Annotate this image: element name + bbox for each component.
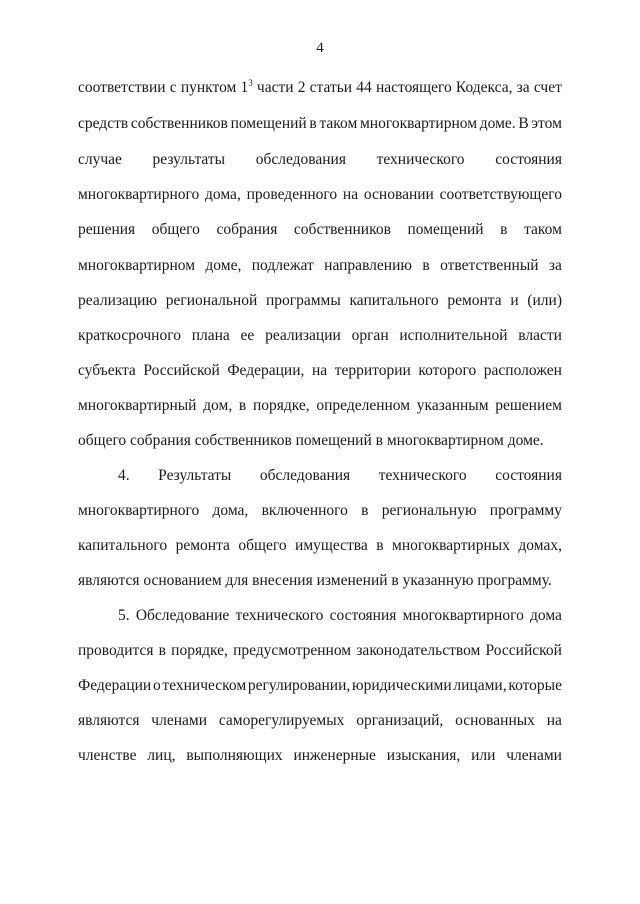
word: саморегулируемых	[218, 712, 345, 729]
word: 2	[297, 79, 306, 96]
word: многоквартирного	[402, 607, 524, 624]
word: в	[238, 397, 247, 414]
word: и	[510, 292, 519, 309]
word: случае	[78, 151, 122, 168]
word: на	[342, 186, 359, 203]
word: статьи	[309, 79, 353, 96]
word: состояния	[495, 467, 562, 484]
word: дом,	[203, 397, 233, 414]
word: с	[169, 79, 177, 96]
word: членстве	[78, 747, 137, 764]
word: таком	[319, 115, 358, 132]
word: членами	[151, 712, 207, 729]
page-number: 4	[316, 40, 324, 56]
word: лицами,	[453, 677, 507, 694]
word: исполнительной	[399, 327, 508, 344]
word: Федерации	[78, 677, 152, 694]
word: законодательством	[356, 642, 481, 659]
word: субъекта	[78, 362, 136, 379]
word: общего	[238, 537, 287, 554]
word: пунктом	[180, 79, 237, 96]
word: части	[256, 79, 294, 96]
word: проводится	[78, 642, 154, 659]
word: этом	[531, 115, 562, 132]
paragraph-number: 5.	[118, 607, 130, 624]
text-line-13	[78, 501, 562, 521]
word: организаций,	[356, 712, 444, 729]
word: Кодекса,	[455, 79, 513, 96]
word: обследования	[255, 151, 346, 168]
word: многоквартирного	[78, 502, 200, 519]
word: проведенного	[246, 186, 338, 203]
word: обследования	[259, 467, 351, 484]
word: в	[361, 502, 369, 519]
word: или	[471, 747, 496, 764]
word: основании	[363, 186, 434, 203]
word: результаты	[152, 151, 226, 168]
word: на	[546, 712, 562, 729]
text-line-19	[78, 711, 562, 731]
word: Российской	[143, 362, 220, 379]
word: счет	[533, 79, 562, 96]
word: ответственный	[440, 257, 539, 274]
line-text: общего собрания собственников помещений в многоквартирном доме.	[78, 432, 544, 449]
word: соответствии	[78, 79, 166, 96]
paragraph-number: 4.	[118, 467, 130, 484]
word: дома	[530, 607, 562, 624]
word: имущества	[295, 537, 368, 554]
word: за	[516, 79, 530, 96]
superscript: 3	[248, 78, 253, 88]
word: настоящего	[375, 79, 452, 96]
word: многоквартирный	[78, 397, 197, 414]
word: помещений	[230, 115, 307, 132]
word: 44	[356, 79, 372, 96]
text-line-7	[78, 291, 562, 311]
word: указанным	[416, 397, 489, 414]
word: программы	[265, 292, 341, 309]
word: предусмотренном	[233, 642, 352, 659]
text-line-11	[78, 431, 562, 451]
word: на	[311, 362, 328, 379]
word: порядке,	[171, 642, 228, 659]
word: решения	[78, 221, 136, 238]
word: в	[422, 257, 430, 274]
word: дома,	[212, 502, 249, 519]
text-line-3	[78, 150, 562, 170]
word: региональной	[165, 292, 258, 309]
word: власти	[518, 327, 562, 344]
word: краткосрочного	[78, 327, 181, 344]
word: членами	[506, 747, 562, 764]
word: программу	[489, 502, 562, 519]
word: капитального	[349, 292, 439, 309]
word: которые	[508, 677, 562, 694]
word: помещений	[407, 221, 484, 238]
word: Российской	[485, 642, 562, 659]
word: ремонта	[175, 537, 230, 554]
word: территории	[334, 362, 411, 379]
word: 1	[240, 79, 249, 96]
word: инженерные	[293, 747, 376, 764]
word: соответствующего	[439, 186, 562, 203]
word: региональную	[381, 502, 477, 519]
word: состояния	[495, 151, 562, 168]
word: решением	[495, 397, 562, 414]
word: Федерации,	[227, 362, 305, 379]
word: многоквартирном	[360, 115, 478, 132]
word: в	[376, 537, 384, 554]
word: орган	[351, 327, 389, 344]
word: реализации	[265, 327, 341, 344]
text-line-5	[78, 220, 562, 240]
word: многоквартирного	[78, 186, 200, 203]
word: дома,	[205, 186, 241, 203]
word: общего	[151, 221, 200, 238]
word: плана	[191, 327, 230, 344]
text-line-20	[78, 746, 562, 766]
word: юридическими	[351, 677, 452, 694]
word: Результаты	[158, 467, 232, 484]
line-text: являются основанием для внесения изменений в указанную программу.	[78, 572, 552, 589]
text-line-6	[78, 256, 562, 276]
word: направлению	[324, 257, 412, 274]
word: которого	[418, 362, 477, 379]
word: технического	[235, 607, 324, 624]
word: доме,	[205, 257, 242, 274]
word: ее	[240, 327, 255, 344]
word: в	[500, 221, 508, 238]
word: многоквартирном	[78, 257, 196, 274]
word: собственников	[130, 115, 228, 132]
text-line-15	[78, 571, 562, 591]
word: изыскания,	[386, 747, 461, 764]
text-line-18	[78, 676, 562, 696]
word: В	[518, 115, 529, 132]
word: доме.	[479, 115, 516, 132]
text-line-1	[78, 78, 562, 98]
word: собственников	[293, 221, 391, 238]
word: (или)	[527, 292, 562, 309]
text-line-14	[78, 536, 562, 556]
word: капитального	[78, 537, 168, 554]
word: лиц,	[147, 747, 176, 764]
word: в	[158, 642, 166, 659]
word: многоквартирных	[392, 537, 510, 554]
word: реализацию	[78, 292, 158, 309]
text-line-16	[118, 606, 562, 626]
text-line-2	[78, 114, 562, 134]
text-line-4	[78, 185, 562, 205]
word: техническом	[162, 677, 247, 694]
text-line-9	[78, 361, 562, 381]
word: расположен	[483, 362, 562, 379]
word: включенного	[261, 502, 348, 519]
word: состояния	[329, 607, 397, 624]
text-line-17	[78, 641, 562, 661]
text-line-12	[118, 466, 562, 486]
word: домах,	[518, 537, 562, 554]
word: Обследование	[135, 607, 230, 624]
word: регулировании,	[247, 677, 351, 694]
word: технического	[378, 467, 467, 484]
word: выполняющих	[186, 747, 283, 764]
word: ремонта	[447, 292, 502, 309]
word: за	[548, 257, 562, 274]
text-line-10	[78, 396, 562, 416]
word: о	[152, 677, 161, 694]
word-with-superscript	[241, 78, 253, 98]
word: таком	[524, 221, 562, 238]
word: подлежат	[251, 257, 314, 274]
word: собрания	[216, 221, 278, 238]
word: технического	[376, 151, 465, 168]
word: являются	[78, 712, 140, 729]
word: порядке,	[252, 397, 310, 414]
word: определенном	[316, 397, 411, 414]
word: в	[309, 115, 317, 132]
word: средств	[78, 115, 129, 132]
word: основанных	[455, 712, 535, 729]
text-line-8	[78, 326, 562, 346]
